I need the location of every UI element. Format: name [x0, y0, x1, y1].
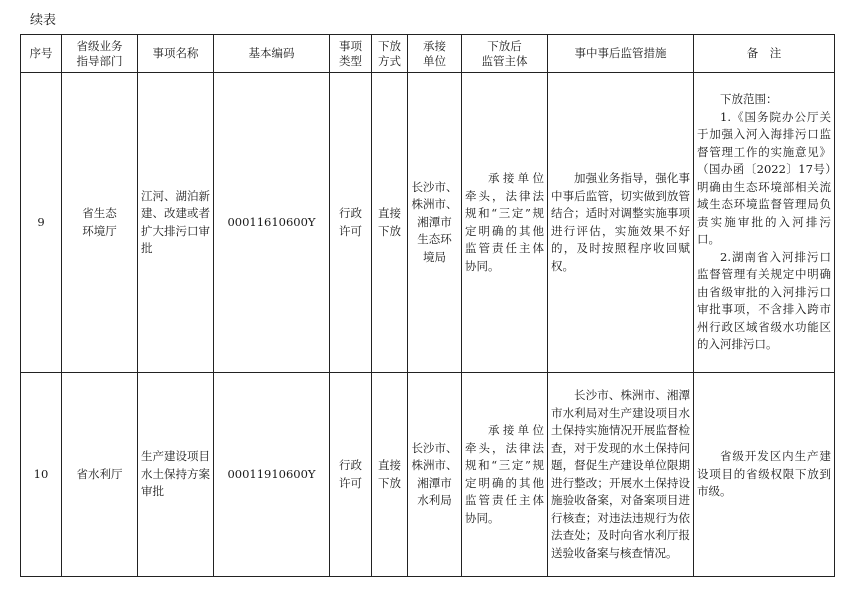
- header-measures: 事中事后监管措施: [548, 35, 694, 73]
- table-caption: 续表: [30, 13, 57, 28]
- header-unit: 承接 单位: [408, 35, 462, 73]
- cell-type: 行政 许可: [330, 373, 372, 577]
- cell-dept: 省生态 环境厅: [62, 73, 138, 373]
- header-mode: 下放 方式: [372, 35, 408, 73]
- cell-code: 00011910600Y: [214, 373, 330, 577]
- cell-measures: 长沙市、株洲市、湘潭市水利局对生产建设项目水土保持实施情况开展监督检查，对于发现的水土保持问题，督促生产建设单位限期进行整改；开展水土保持设施验收备案，对备案项目进行核查；对违法违规行为依法查处；及时向省水利厅报送验收备案与核查情况。: [548, 373, 694, 577]
- cell-seq: 9: [21, 73, 62, 373]
- cell-unit: 长沙市、 株洲市、 湘潭市 水利局: [408, 373, 462, 577]
- header-type: 事项 类型: [330, 35, 372, 73]
- header-name: 事项名称: [138, 35, 214, 73]
- cell-remarks: [694, 73, 835, 373]
- header-row: [21, 35, 835, 73]
- cell-code: 00011610600Y: [214, 73, 330, 373]
- header-code: 基本编码: [214, 35, 330, 73]
- cell-measures: 加强业务指导，强化事中事后监管，切实做到放管结合；适时对调整实施事项进行评估，实施效果不好的，及时按照程序收回赋权。: [548, 73, 694, 373]
- cell-unit: 长沙市、 株洲市、 湘潭市 生态环 境局: [408, 73, 462, 373]
- header-seq: 序号: [21, 35, 62, 73]
- header-remarks: 备 注: [694, 35, 835, 73]
- cell-name: 江河、湖泊新建、改建或者扩大排污口审批: [138, 73, 214, 373]
- table-row: [21, 373, 835, 577]
- cell-dept: 省水利厅: [62, 373, 138, 577]
- cell-seq: 10: [21, 373, 62, 577]
- remark-line: 下放范围：: [720, 92, 778, 107]
- remark-line: 省级开发区内生产建设项目的省级权限下放到市级。: [697, 449, 831, 499]
- table-row: [21, 73, 835, 373]
- cell-remarks: [694, 373, 835, 577]
- header-subject: 下放后 监管主体: [462, 35, 548, 73]
- remark-line: 1.《国务院办公厅关于加强入河入海排污口监督管理工作的实施意见》（国办函〔2022〕17号）明确由生态环境部相关流域生态环境监督管理局负责实施审批的入河排污口。: [697, 109, 831, 247]
- delegation-table: [20, 34, 835, 577]
- cell-subject: 承接单位牵头，法律法规和“三定”规定明确的其他监管责任主体协同。: [462, 373, 548, 577]
- header-dept: 省级业务 指导部门: [62, 35, 138, 73]
- cell-subject: 承接单位牵头，法律法规和“三定”规定明确的其他监管责任主体协同。: [462, 73, 548, 373]
- remark-line: 2.湖南省入河排污口监督管理有关规定中明确由省级审批的入河排污口审批事项，不含排入跨市州行政区域省级水功能区的入河排污口。: [697, 249, 831, 352]
- cell-mode: 直接 下放: [372, 373, 408, 577]
- cell-type: 行政 许可: [330, 73, 372, 373]
- cell-mode: 直接 下放: [372, 73, 408, 373]
- cell-name: 生产建设项目水土保持方案审批: [138, 373, 214, 577]
